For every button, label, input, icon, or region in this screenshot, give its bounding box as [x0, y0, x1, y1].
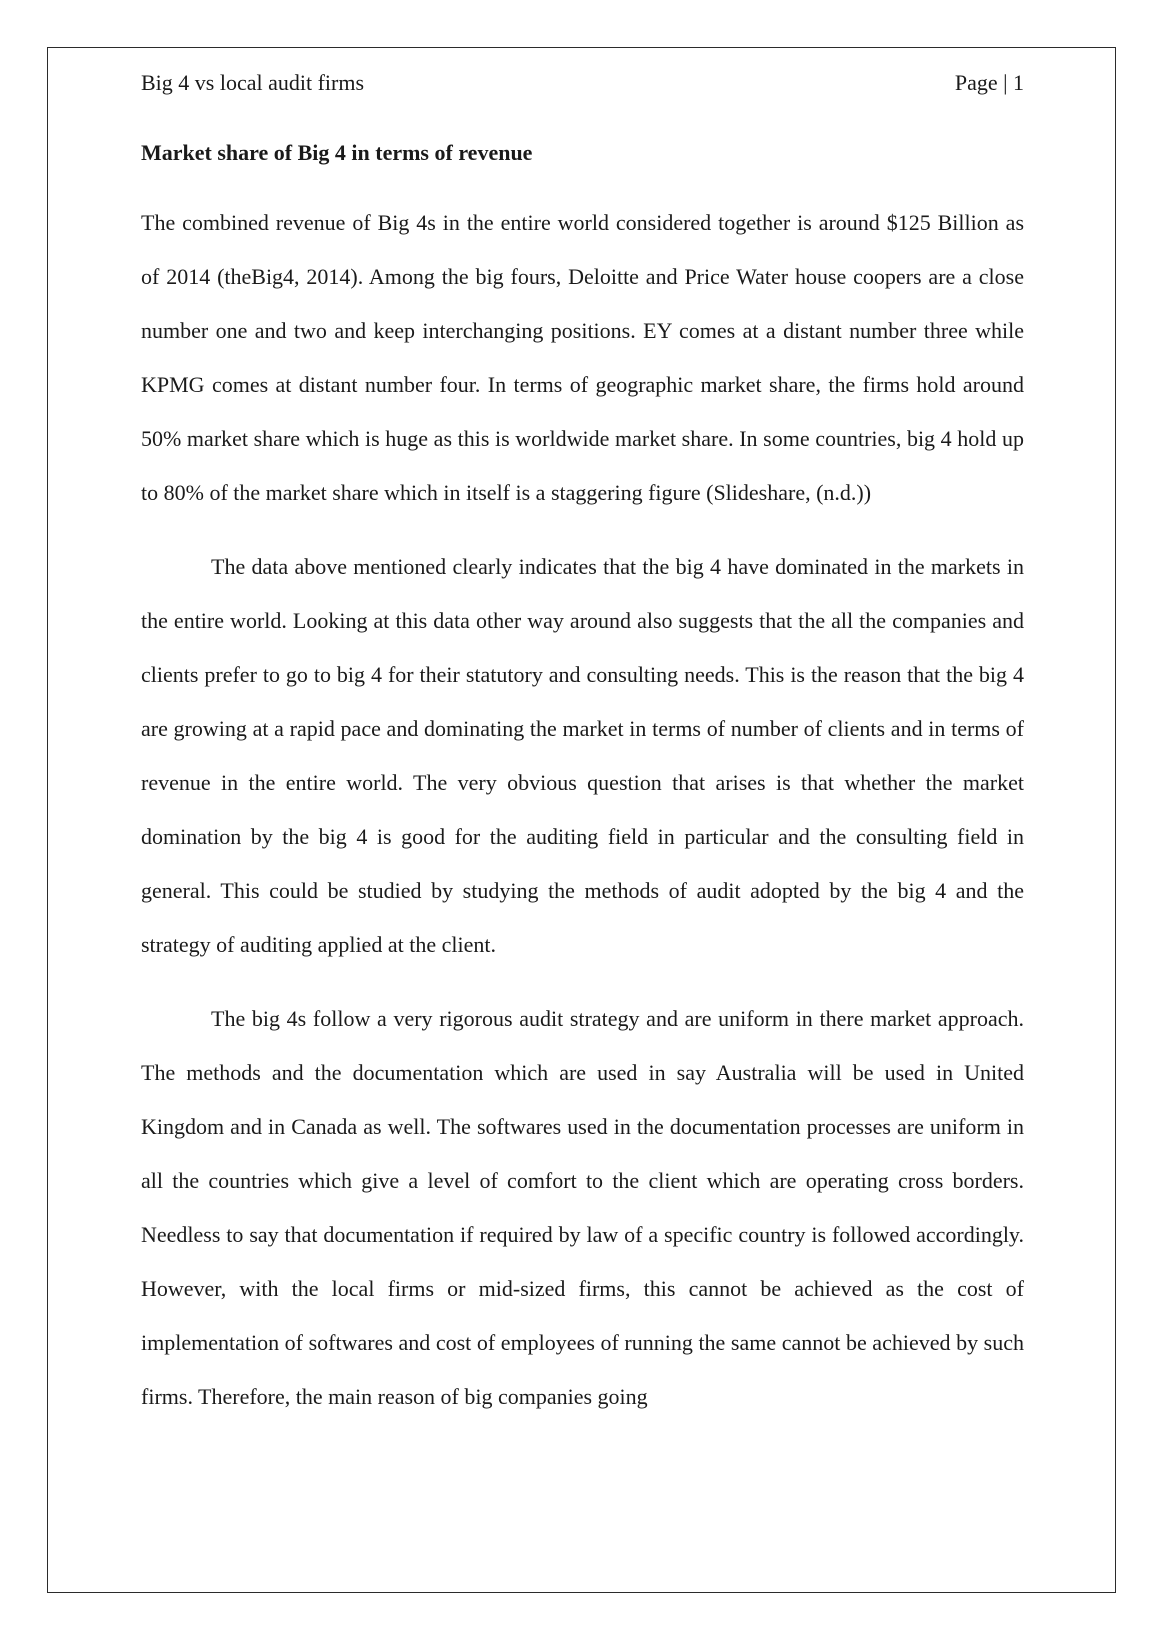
paragraph-2: The data above mentioned clearly indicates that the big 4 have dominated in the markets in the entire world. Looking at this data other way around also suggests that the all the companies and clients prefer to go to big 4 for their statutory and consulting needs. This is the reason that the big 4 are growing at a rapid pace and dominating the market in terms of number of clients and in terms of revenue in the entire world. The very obvious question that arises is that whether the market domination by the big 4 is good for the auditing field in particular and the consulting field in general. This could be studied by studying the methods of audit adopted by the big 4 and the strategy of auditing applied at the client.	[141, 554, 1024, 957]
document-body	[141, 68, 1024, 1424]
paragraph-1: The combined revenue of Big 4s in the entire world considered together is around $125 Billion as of 2014 (theBig4, 2014). Among the big fours, Deloitte and Price Water house coopers are a close number one and two and keep interchanging positions. EY comes at a distant number three while KPMG comes at distant number four. In terms of geographic market share, the firms hold around 50% market share which is huge as this is worldwide market share. In some countries, big 4 hold up to 80% of the market share which in itself is a staggering figure (Slideshare, (n.d.))	[141, 210, 1024, 505]
paragraph-3: The big 4s follow a very rigorous audit strategy and are uniform in there market approach. The methods and the documentation which are used in say Australia will be used in United Kingdom and in Canada as well. The softwares used in the documentation processes are uniform in all the countries which give a level of comfort to the client which are operating cross borders. Needless to say that documentation if required by law of a specific country is followed accordingly. However, with the local firms or mid-sized firms, this cannot be achieved as the cost of implementation of softwares and cost of employees of running the same cannot be achieved by such firms. Therefore, the main reason of big companies going	[141, 1006, 1024, 1409]
page-header	[141, 68, 1024, 98]
section-title: Market share of Big 4 in terms of revenue	[141, 140, 533, 165]
running-title: Big 4 vs local audit firms	[141, 70, 365, 95]
page-number: Page | 1	[954, 70, 1024, 95]
